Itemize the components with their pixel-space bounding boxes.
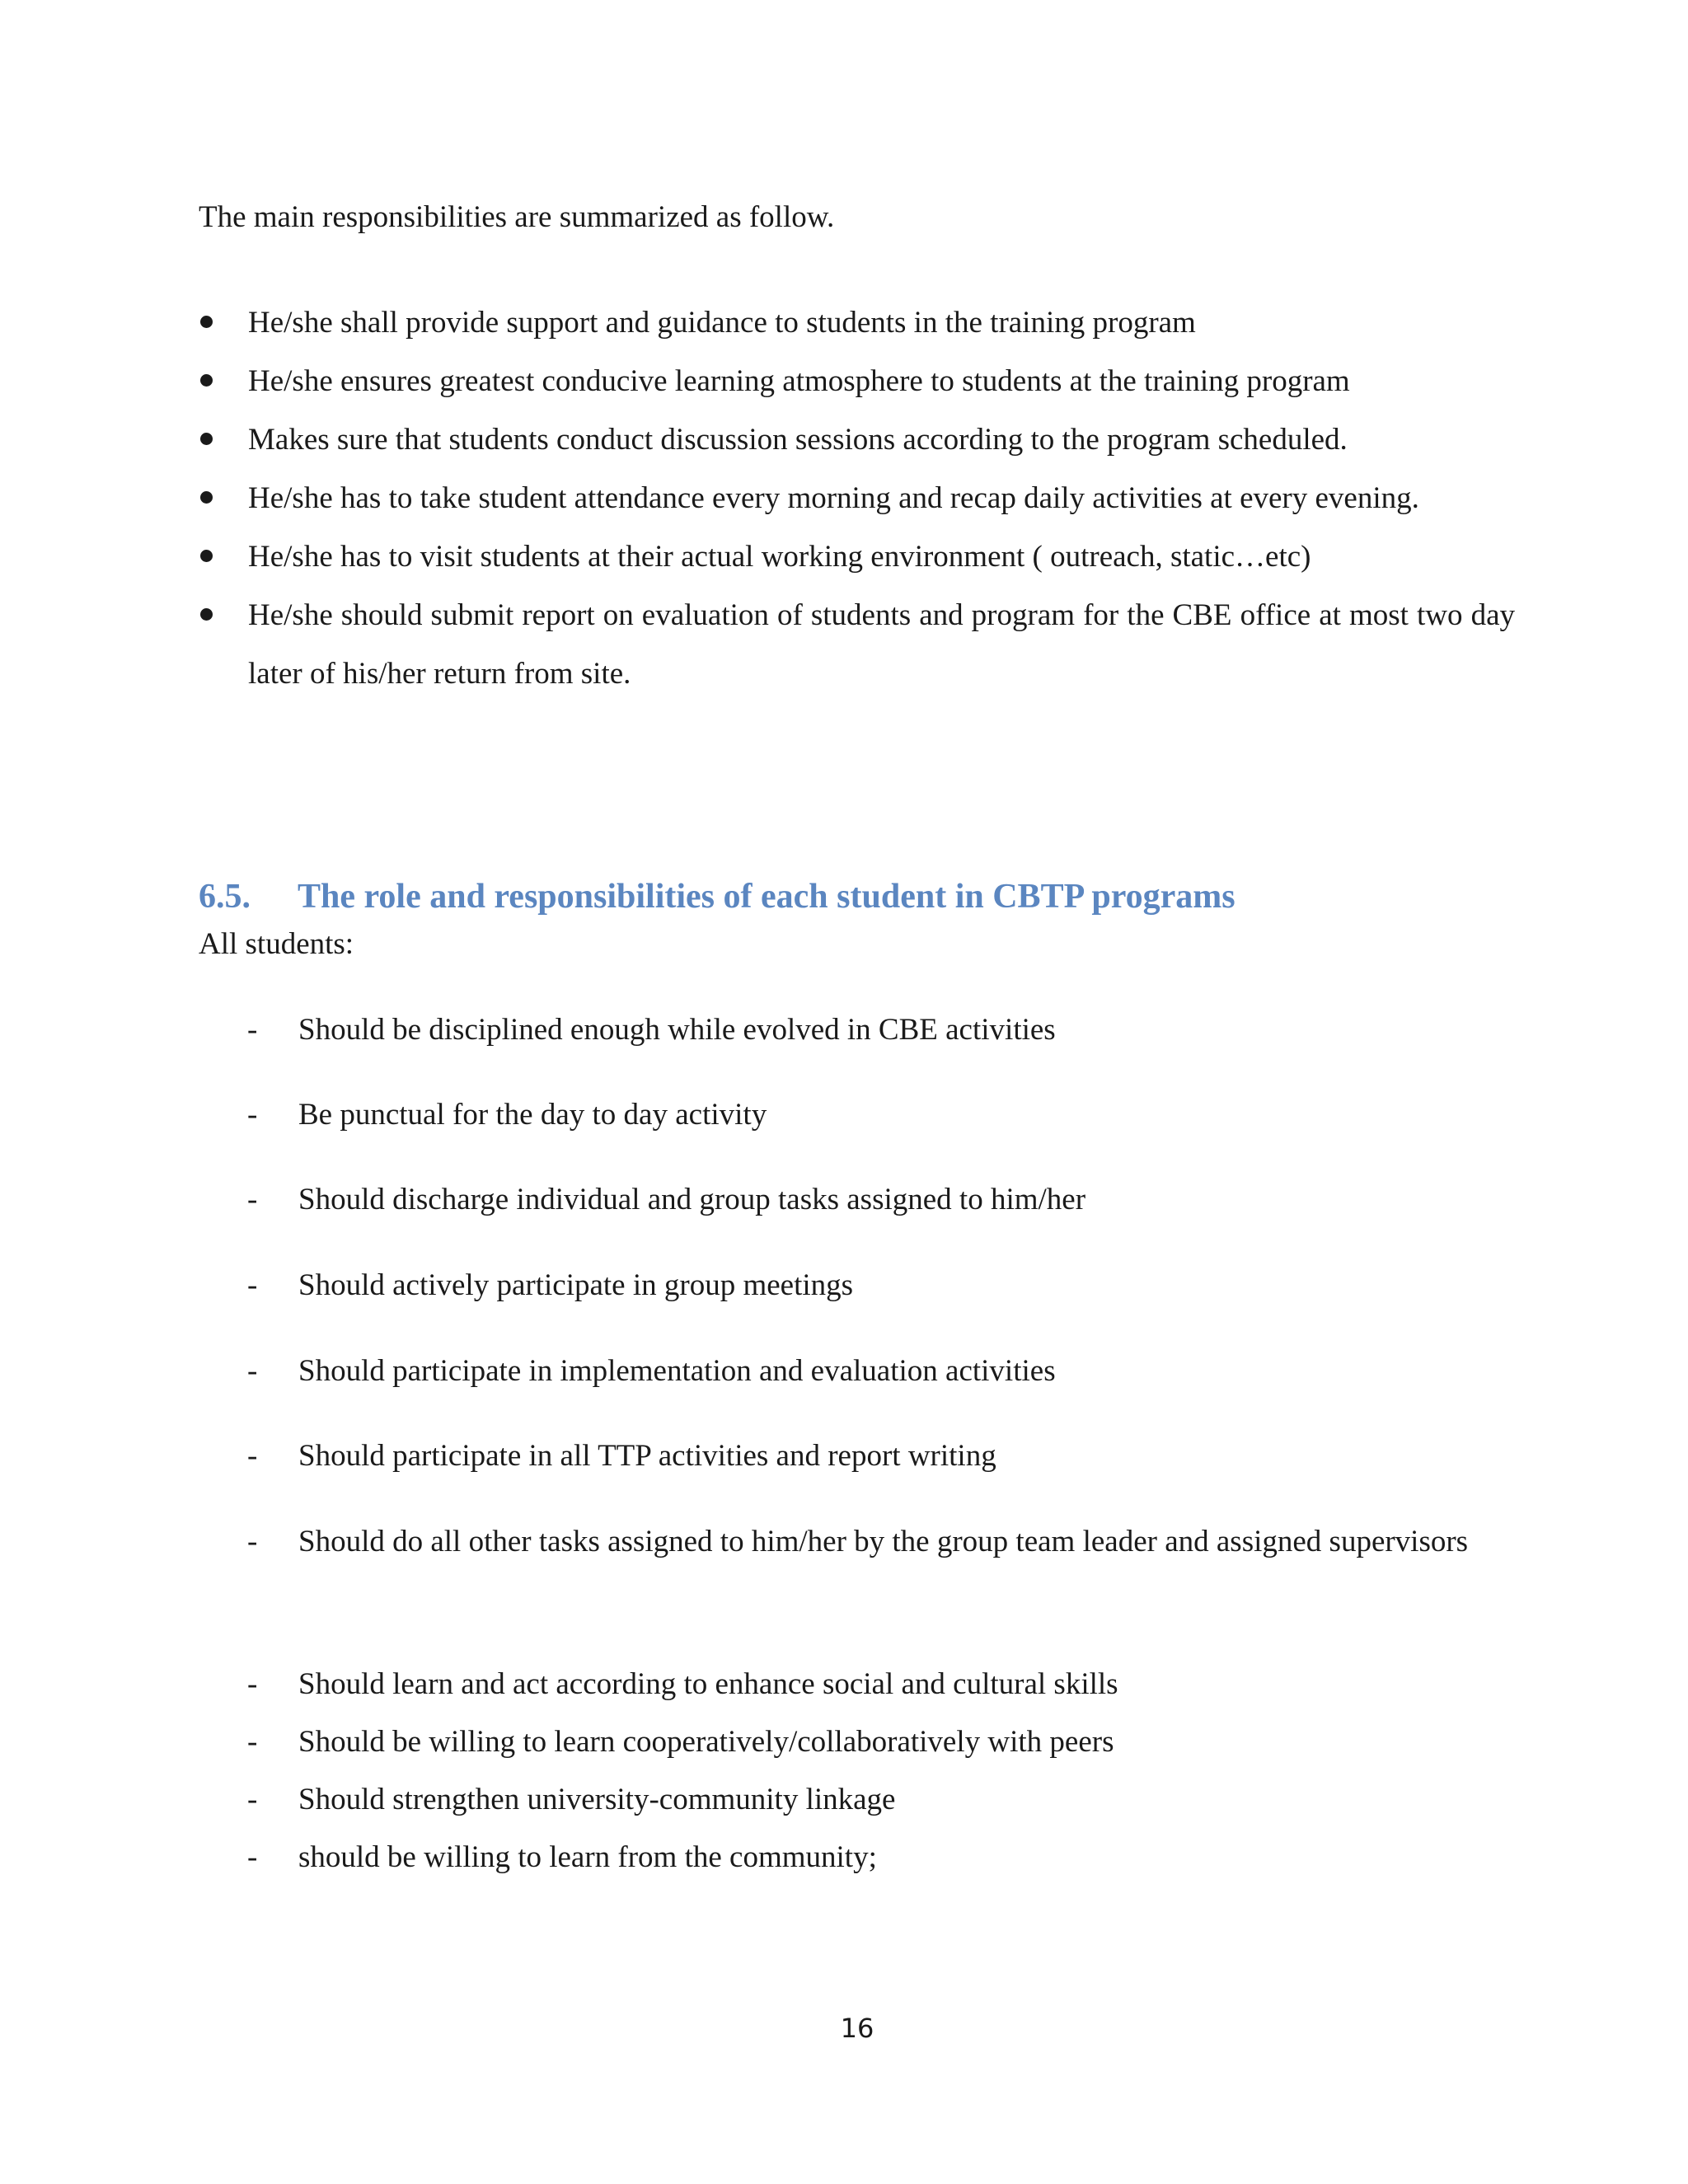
list-item (247, 1172, 1566, 1228)
dash-marker: - (247, 1439, 258, 1473)
bullet-icon (200, 433, 213, 445)
list-item-text: Should do all other tasks assigned to him/her by the group team leader and assigned supervisors (298, 1525, 1469, 1558)
list-item (199, 586, 1515, 703)
bullet-icon (200, 550, 213, 562)
section-title: The role and responsibilities of each student in CBTP programs (298, 878, 1236, 916)
list-item (247, 1002, 1566, 1058)
bullet-icon (200, 491, 213, 504)
list-item-text: Should strengthen university-community linkage (298, 1783, 896, 1816)
list-item-text: Should discharge individual and group tasks assigned to him/her (298, 1183, 1086, 1216)
list-item-text: He/she should submit report on evaluation of students and program for the CBE office at most two day later of his/her return from site. (248, 598, 1515, 691)
section-heading (199, 877, 1236, 916)
dash-marker: - (247, 1013, 258, 1047)
section-number: 6.5. (199, 878, 251, 916)
list-item (199, 469, 1515, 527)
dash-marker: - (247, 1667, 258, 1701)
list-item (199, 352, 1515, 410)
list-item (247, 1830, 1566, 1886)
dash-marker: - (247, 1183, 258, 1216)
bullet-icon (200, 316, 213, 328)
page-number: 16 (840, 2013, 874, 2044)
list-item (247, 1087, 1566, 1143)
list-item-text: Should be disciplined enough while evolved in CBE activities (298, 1013, 1056, 1047)
list-item (247, 1514, 1566, 1570)
all-students-label: All students: (199, 927, 354, 961)
list-item-text: He/she shall provide support and guidance to students in the training program (248, 306, 1196, 340)
list-item (247, 1428, 1566, 1484)
list-item (247, 1714, 1566, 1770)
responsibilities-list (199, 293, 1515, 703)
dash-marker: - (247, 1525, 258, 1558)
list-item-text: should be willing to learn from the community; (298, 1840, 877, 1874)
list-item-text: Makes sure that students conduct discussion sessions according to the program scheduled. (248, 423, 1348, 457)
list-item (199, 293, 1515, 352)
list-item-text: Should participate in all TTP activities and report writing (298, 1439, 996, 1473)
intro-paragraph: The main responsibilities are summarized as follow. (199, 200, 835, 234)
list-item (247, 1772, 1566, 1828)
dash-marker: - (247, 1354, 258, 1388)
dash-marker: - (247, 1840, 258, 1874)
list-item-text: Should learn and act according to enhance social and cultural skills (298, 1667, 1118, 1701)
list-item (247, 1258, 1566, 1314)
dash-marker: - (247, 1783, 258, 1816)
list-item (199, 527, 1515, 586)
list-item-text: Should be willing to learn cooperatively/collaboratively with peers (298, 1725, 1114, 1759)
list-item-text: He/she has to take student attendance every morning and recap daily activities at every evening. (248, 481, 1419, 515)
list-item-text: Be punctual for the day to day activity (298, 1098, 767, 1132)
list-item-text: Should participate in implementation and evaluation activities (298, 1354, 1056, 1388)
list-item (247, 1343, 1566, 1399)
list-item-text: He/she has to visit students at their actual working environment ( outreach, static…etc) (248, 540, 1311, 574)
list-item-text: Should actively participate in group meetings (298, 1268, 854, 1302)
bullet-icon (200, 374, 213, 387)
list-item (247, 1657, 1566, 1713)
dash-marker: - (247, 1725, 258, 1759)
list-item (199, 410, 1515, 469)
dash-marker: - (247, 1098, 258, 1132)
list-item-text: He/she ensures greatest conducive learning atmosphere to students at the training program (248, 364, 1350, 398)
dash-marker: - (247, 1268, 258, 1302)
bullet-icon (200, 608, 213, 621)
